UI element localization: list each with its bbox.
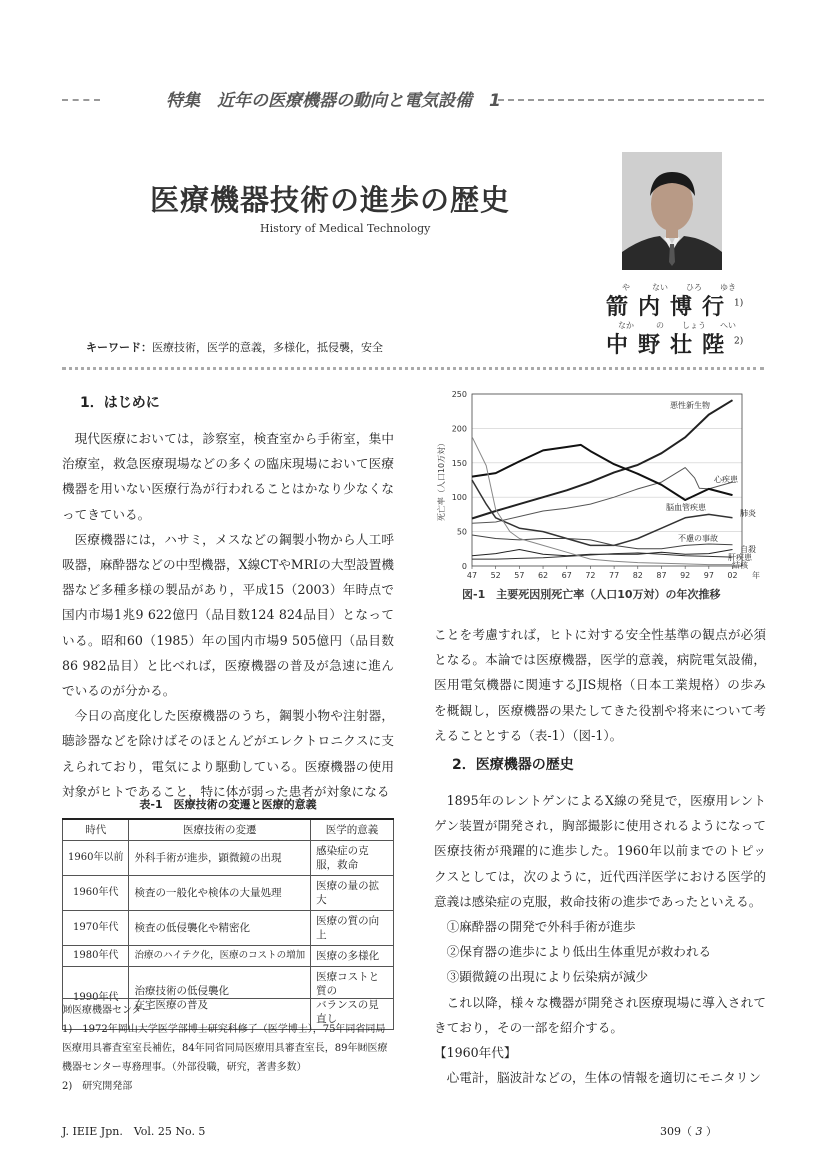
table-row bbox=[63, 876, 394, 911]
table-cell: 医療コストと質の バランスの見直し bbox=[311, 967, 394, 1030]
ruby-text: なか bbox=[618, 321, 634, 330]
list-item: ②保育器の進歩により低出生体重児が救われる bbox=[446, 944, 712, 960]
ruby-text: へい bbox=[720, 321, 736, 330]
y-tick-label: 0 bbox=[461, 562, 467, 571]
subheading: 【1960年代】 bbox=[434, 1045, 517, 1061]
series-label: 心疾患 bbox=[714, 475, 738, 484]
list-item: ①麻酔器の開発で外科手術が進歩 bbox=[446, 919, 636, 935]
paragraph: 現代医療においては，診察室，検査室から手術室，集中治療室，救急医療現場などの多くの臨床現場において医療機器を用いない医療行為が行われることはかなり少なくなってきている。 bbox=[62, 431, 394, 522]
table-header-cell: 医療技術の変遷 bbox=[129, 819, 311, 841]
y-tick-label: 50 bbox=[456, 527, 467, 537]
y-tick-label: 100 bbox=[451, 493, 467, 503]
table-cell: 感染症の克服，救命 bbox=[311, 841, 394, 876]
series-title: 特集 近年の医療機器の動向と電気設備 1 bbox=[166, 91, 501, 111]
table-row bbox=[63, 911, 394, 946]
keywords-label: キーワード： bbox=[86, 341, 152, 354]
series-label: 肝疾患 bbox=[728, 553, 752, 562]
table-cell: 医療の質の向上 bbox=[311, 911, 394, 946]
footnotes bbox=[62, 998, 394, 1096]
section-1-continued bbox=[434, 622, 766, 748]
y-tick-label: 200 bbox=[451, 424, 467, 434]
x-tick-label: 87 bbox=[656, 571, 667, 580]
table-header-cell: 時代 bbox=[63, 819, 129, 841]
paragraph: 心電計，脳波計などの，生体の情報を適切にモニタリン bbox=[446, 1070, 761, 1086]
ruby-text: や bbox=[622, 283, 630, 292]
author-2-name: 中野壮陛 bbox=[606, 332, 735, 358]
author-1-name: 箭内博行 bbox=[606, 294, 735, 320]
header-dash-left bbox=[62, 99, 100, 101]
footnote: ㈶医療機器センター bbox=[62, 1005, 152, 1016]
table-cell: 外科手術が進歩，顕微鏡の出現 bbox=[129, 841, 311, 876]
paragraph: これ以降，様々な機器が開発され医療現場に導入されてきており，その一部を紹介する。 bbox=[434, 994, 766, 1035]
figure-1-chart bbox=[434, 386, 766, 586]
series-header bbox=[62, 84, 764, 114]
series-label: 肺炎 bbox=[740, 509, 756, 518]
series-label: 自殺 bbox=[740, 545, 756, 554]
section-1-body bbox=[62, 426, 394, 804]
table-cell: 1980年代 bbox=[63, 946, 129, 967]
section-2-body bbox=[434, 788, 766, 1090]
paragraph: 1895年のレントゲンによるX線の発見で，医療用レントゲン装置が開発され，胸部撮影に使用されるようになって医療技術が飛躍的に進歩した。1960年以前までのトピックスとしては，次のように，近代西洋医学における医学的意義は感染症の克服，救命技術の進歩であったといえる。 bbox=[434, 793, 766, 909]
ruby-text: ゆき bbox=[720, 283, 736, 292]
series-label: 脳血管疾患 bbox=[666, 503, 706, 512]
y-axis-label: 死亡率（人口10万対） bbox=[437, 438, 446, 522]
x-tick-label: 72 bbox=[585, 571, 596, 580]
keywords-text: 医療技術，医学的意義，多様化，抵侵襲，安全 bbox=[152, 341, 383, 354]
header-dash-right bbox=[498, 99, 764, 101]
x-tick-label: 57 bbox=[514, 571, 525, 580]
table-cell: 検査の低侵襲化や精密化 bbox=[129, 911, 311, 946]
footnote: 1) 1972年岡山大学医学部博士研究科修了（医学博士），75年同省同局医療用具審査室室長補佐，84年同省同局医療用具審査室長，89年㈶医療機器センター専務理事。（外部役職，研究，著書多数） bbox=[62, 1024, 388, 1073]
y-tick-label: 150 bbox=[451, 458, 467, 468]
ruby-text: ひろ bbox=[686, 283, 702, 292]
x-tick-label: 92 bbox=[680, 571, 691, 580]
table-cell: 1970年代 bbox=[63, 911, 129, 946]
footnote: 2) 研究開発部 bbox=[62, 1081, 133, 1092]
table-cell: 1960年以前 bbox=[63, 841, 129, 876]
x-tick-label: 77 bbox=[609, 571, 620, 580]
table-cell: 医療の多様化 bbox=[311, 946, 394, 967]
author-2 bbox=[606, 328, 743, 359]
table-cell: 1990年代 bbox=[63, 967, 129, 1030]
figure-1-caption: 図-1 主要死因別死亡率（人口10万対）の年次推移 bbox=[462, 588, 721, 601]
table-row bbox=[63, 946, 394, 967]
table-row bbox=[63, 841, 394, 876]
x-tick-label: 97 bbox=[703, 571, 714, 580]
table-cell: 治療のハイテク化，医療のコストの増加 bbox=[129, 946, 311, 967]
x-axis-label: 年 bbox=[752, 571, 760, 580]
series-label: 悪性新生物 bbox=[670, 401, 710, 410]
article-title: 医療機器技術の進歩の歴史 bbox=[150, 183, 511, 217]
table-header-row bbox=[63, 819, 394, 841]
paragraph: ことを考慮すれば，ヒトに対する安全性基準の観点が必須となる。本論では医療機器，医学的意義，病院電気設備，医用電気機器に関連するJIS規格（日本工業規格）の歩みを概観し，医療機器の果たしてきた役割や将来について考えることとする（表-1）（図-1）。 bbox=[434, 627, 766, 743]
x-tick-label: 52 bbox=[490, 571, 501, 580]
table-1-caption: 表-1 医療技術の変遷と医療的意義 bbox=[139, 798, 317, 811]
author-photo bbox=[622, 152, 722, 270]
paragraph: 医療機器には，ハサミ，メスなどの鋼製小物から人工呼吸器，麻酔器などの中型機器，X線CTやMRIの大型設置機器など多種多様の製品があり，平成15（2003）年時点で国内市場1兆9 622億円（品目数124 824品目）となっている。昭和60（1985）年の国内市場9 505億円（品目数86 982品目）と比べれば，医療機器の普及が急速に進んでいるのが分かる。 bbox=[62, 531, 394, 699]
series-label: 不慮の事故 bbox=[678, 534, 718, 543]
author-2-affil: 2) bbox=[734, 336, 744, 347]
x-tick-label: 02 bbox=[727, 571, 738, 580]
page-number: 309（ 3 ） bbox=[660, 1125, 717, 1138]
article-subtitle: History of Medical Technology bbox=[260, 222, 431, 235]
ruby-text: の bbox=[656, 321, 664, 330]
table-cell: 検査の一般化や検体の大量処理 bbox=[129, 876, 311, 911]
ruby-text: ない bbox=[652, 283, 668, 292]
table-cell: 治療技術の低侵襲化 在宅医療の普及 bbox=[129, 967, 311, 1030]
section-divider bbox=[62, 367, 764, 370]
x-tick-label: 62 bbox=[537, 571, 549, 580]
x-tick-label: 82 bbox=[632, 571, 643, 580]
author-1 bbox=[606, 290, 743, 321]
paragraph: 今日の高度化した医療機器のうち，鋼製小物や注射器，聴診器などを除けばそのほとんどがエレクトロニクスに支えられており，電気により駆動している。医療機器の使用対象がヒトであること，特に体が弱った患者が対象になる bbox=[62, 708, 394, 799]
section-1-heading: 1．はじめに bbox=[80, 395, 160, 411]
series-line bbox=[472, 445, 733, 500]
chart-labels bbox=[436, 390, 760, 580]
table-cell: 医療の量の拡大 bbox=[311, 876, 394, 911]
table-header-cell: 医学的意義 bbox=[311, 819, 394, 841]
x-tick-label: 67 bbox=[561, 571, 572, 580]
section-2-heading: 2．医療機器の歴史 bbox=[452, 757, 574, 773]
table-cell: 1960年代 bbox=[63, 876, 129, 911]
series-label: 結核 bbox=[732, 561, 748, 570]
ruby-text: しょう bbox=[682, 321, 706, 330]
list-item: ③顕微鏡の出現により伝染病が減少 bbox=[446, 969, 649, 985]
y-tick-label: 250 bbox=[451, 390, 467, 399]
x-tick-label: 47 bbox=[466, 571, 478, 580]
keywords bbox=[86, 339, 383, 355]
journal-footer: J. IEIE Jpn. Vol. 25 No. 5 bbox=[62, 1125, 206, 1138]
author-1-affil: 1) bbox=[734, 298, 744, 309]
